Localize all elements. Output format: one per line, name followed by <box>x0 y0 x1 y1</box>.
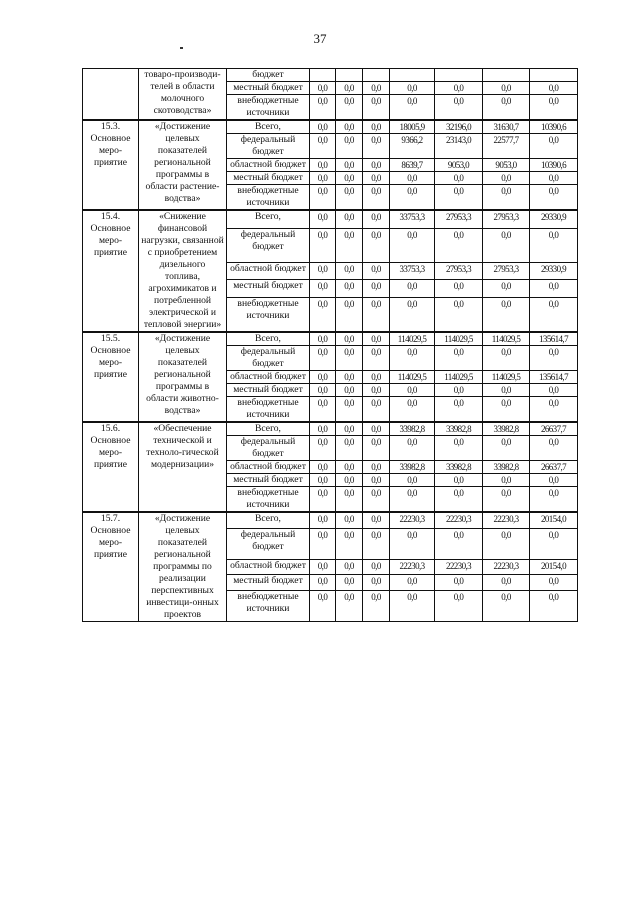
funding-source: местный бюджет <box>227 575 310 591</box>
value-cell: 0,0 <box>336 120 363 134</box>
value-cell: 27953,3 <box>435 210 483 228</box>
value-cell: 22230,3 <box>483 559 530 575</box>
value-cell: 0,0 <box>310 185 336 211</box>
funding-source: областной бюджет <box>227 371 310 384</box>
value-cell: 0,0 <box>310 172 336 185</box>
value-cell: 0,0 <box>310 262 336 280</box>
value-cell: 0,0 <box>363 397 390 423</box>
value-cell: 0,0 <box>336 185 363 211</box>
value-cell: 0,0 <box>530 436 578 461</box>
value-cell: 0,0 <box>363 82 390 95</box>
value-cell: 0,0 <box>483 575 530 591</box>
value-cell: 0,0 <box>530 346 578 371</box>
funding-source: областной бюджет <box>227 559 310 575</box>
value-cell: 0,0 <box>390 397 435 423</box>
value-cell: 0,0 <box>435 228 483 262</box>
value-cell: 0,0 <box>363 280 390 298</box>
value-cell: 0,0 <box>363 559 390 575</box>
value-cell: 0,0 <box>530 95 578 121</box>
value-cell: 29330,9 <box>530 262 578 280</box>
value-cell: 0,0 <box>530 397 578 423</box>
value-cell: 0,0 <box>435 172 483 185</box>
value-cell: 0,0 <box>435 384 483 397</box>
value-cell: 114029,5 <box>435 371 483 384</box>
value-cell: 0,0 <box>483 397 530 423</box>
value-cell: 9053,0 <box>435 159 483 172</box>
value-cell: 0,0 <box>530 529 578 560</box>
value-cell: 0,0 <box>390 384 435 397</box>
value-cell: 0,0 <box>336 461 363 474</box>
value-cell: 0,0 <box>310 397 336 423</box>
value-cell: 0,0 <box>390 436 435 461</box>
value-cell <box>483 69 530 82</box>
value-cell: 135614,7 <box>530 371 578 384</box>
value-cell: 32196,0 <box>435 120 483 134</box>
value-cell: 0,0 <box>530 575 578 591</box>
value-cell: 0,0 <box>310 228 336 262</box>
value-cell: 18005,9 <box>390 120 435 134</box>
funding-source: областной бюджет <box>227 159 310 172</box>
value-cell: 27953,3 <box>435 262 483 280</box>
value-cell: 0,0 <box>310 529 336 560</box>
value-cell: 0,0 <box>483 297 530 332</box>
value-cell: 0,0 <box>363 461 390 474</box>
value-cell: 0,0 <box>310 559 336 575</box>
table-row <box>83 210 578 228</box>
value-cell: 114029,5 <box>390 332 435 346</box>
value-cell: 0,0 <box>310 134 336 159</box>
value-cell: 0,0 <box>336 512 363 529</box>
value-cell <box>336 69 363 82</box>
measure-number: 15.5. Основное меро-приятие <box>83 332 139 422</box>
value-cell: 0,0 <box>530 591 578 622</box>
value-cell: 0,0 <box>363 512 390 529</box>
funding-source: внебюджетные источники <box>227 397 310 423</box>
value-cell: 0,0 <box>336 384 363 397</box>
value-cell: 0,0 <box>336 591 363 622</box>
value-cell: 0,0 <box>363 346 390 371</box>
value-cell <box>310 69 336 82</box>
table-row <box>83 120 578 134</box>
value-cell: 10390,6 <box>530 159 578 172</box>
value-cell: 0,0 <box>530 172 578 185</box>
value-cell: 0,0 <box>363 120 390 134</box>
value-cell: 0,0 <box>483 384 530 397</box>
value-cell: 0,0 <box>310 82 336 95</box>
value-cell: 0,0 <box>336 228 363 262</box>
measure-number: 15.6. Основное меро-приятие <box>83 422 139 512</box>
funding-source: Всего, <box>227 332 310 346</box>
value-cell: 0,0 <box>530 134 578 159</box>
value-cell: 0,0 <box>435 346 483 371</box>
value-cell: 20154,0 <box>530 512 578 529</box>
value-cell: 0,0 <box>390 297 435 332</box>
funding-source: внебюджетные источники <box>227 297 310 332</box>
value-cell: 29330,9 <box>530 210 578 228</box>
value-cell: 0,0 <box>363 575 390 591</box>
funding-source: внебюджетные источники <box>227 185 310 211</box>
value-cell: 0,0 <box>336 210 363 228</box>
value-cell: 33982,8 <box>483 422 530 436</box>
value-cell: 114029,5 <box>483 332 530 346</box>
value-cell: 20154,0 <box>530 559 578 575</box>
budget-table <box>82 68 578 622</box>
measure-name: «Обеспечение технической и техноло-гической модернизации» <box>139 422 227 512</box>
value-cell: 33982,8 <box>390 422 435 436</box>
funding-source: федеральный бюджет <box>227 134 310 159</box>
value-cell: 0,0 <box>483 82 530 95</box>
value-cell: 0,0 <box>363 134 390 159</box>
value-cell: 9366,2 <box>390 134 435 159</box>
value-cell: 0,0 <box>435 397 483 423</box>
value-cell: 0,0 <box>483 228 530 262</box>
measure-number: 15.4. Основное меро-приятие <box>83 210 139 332</box>
value-cell: 0,0 <box>483 172 530 185</box>
value-cell: 0,0 <box>336 371 363 384</box>
value-cell: 0,0 <box>390 346 435 371</box>
value-cell: 0,0 <box>435 297 483 332</box>
value-cell: 22230,3 <box>435 512 483 529</box>
value-cell: 0,0 <box>310 210 336 228</box>
value-cell: 27953,3 <box>483 210 530 228</box>
value-cell: 0,0 <box>363 422 390 436</box>
value-cell: 0,0 <box>363 185 390 211</box>
measure-name: «Достижение целевых показателей региональной программы в области растение-водства» <box>139 120 227 210</box>
funding-source: областной бюджет <box>227 461 310 474</box>
funding-source: бюджет <box>227 69 310 82</box>
value-cell: 0,0 <box>530 487 578 513</box>
funding-source: местный бюджет <box>227 82 310 95</box>
value-cell: 0,0 <box>390 228 435 262</box>
value-cell: 0,0 <box>336 397 363 423</box>
value-cell: 0,0 <box>310 159 336 172</box>
funding-source: внебюджетные источники <box>227 591 310 622</box>
value-cell: 0,0 <box>530 384 578 397</box>
value-cell: 0,0 <box>363 529 390 560</box>
value-cell: 0,0 <box>363 591 390 622</box>
value-cell: 33982,8 <box>390 461 435 474</box>
value-cell: 26637,7 <box>530 461 578 474</box>
value-cell: 0,0 <box>390 575 435 591</box>
value-cell: 0,0 <box>336 346 363 371</box>
value-cell: 0,0 <box>483 95 530 121</box>
funding-source: местный бюджет <box>227 384 310 397</box>
value-cell: 0,0 <box>390 172 435 185</box>
measure-number: 15.3. Основное меро-приятие <box>83 120 139 210</box>
value-cell: 0,0 <box>310 422 336 436</box>
value-cell: 0,0 <box>310 461 336 474</box>
value-cell: 0,0 <box>483 280 530 298</box>
value-cell: 0,0 <box>390 95 435 121</box>
value-cell: 0,0 <box>390 487 435 513</box>
value-cell: 0,0 <box>310 280 336 298</box>
value-cell: 0,0 <box>363 95 390 121</box>
value-cell: 0,0 <box>390 529 435 560</box>
value-cell: 33753,3 <box>390 262 435 280</box>
value-cell: 0,0 <box>483 487 530 513</box>
value-cell: 0,0 <box>363 332 390 346</box>
value-cell: 0,0 <box>310 436 336 461</box>
value-cell: 0,0 <box>530 474 578 487</box>
value-cell: 0,0 <box>310 371 336 384</box>
value-cell: 0,0 <box>363 474 390 487</box>
measure-name: товаро-производи-телей в области молочного скотоводства» <box>139 69 227 121</box>
value-cell: 0,0 <box>390 474 435 487</box>
value-cell: 0,0 <box>336 172 363 185</box>
value-cell: 0,0 <box>483 474 530 487</box>
value-cell: 31630,7 <box>483 120 530 134</box>
funding-source: Всего, <box>227 210 310 228</box>
value-cell: 33982,8 <box>483 461 530 474</box>
value-cell: 0,0 <box>530 280 578 298</box>
value-cell: 0,0 <box>530 82 578 95</box>
value-cell: 0,0 <box>435 280 483 298</box>
value-cell: 0,0 <box>336 487 363 513</box>
value-cell: 33753,3 <box>390 210 435 228</box>
value-cell: 10390,6 <box>530 120 578 134</box>
value-cell: 0,0 <box>310 591 336 622</box>
value-cell <box>390 69 435 82</box>
value-cell: 0,0 <box>483 436 530 461</box>
value-cell: 0,0 <box>363 487 390 513</box>
value-cell: 0,0 <box>336 422 363 436</box>
value-cell: 0,0 <box>483 591 530 622</box>
value-cell: 0,0 <box>435 436 483 461</box>
value-cell: 0,0 <box>310 474 336 487</box>
value-cell: 0,0 <box>336 332 363 346</box>
measure-name: «Снижение финансовой нагрузки, связанной с приобретением дизельного топлива, агрохимикатов и потребленной электрической и тепловой энергии» <box>139 210 227 332</box>
value-cell: 0,0 <box>336 95 363 121</box>
funding-source: местный бюджет <box>227 172 310 185</box>
value-cell: 0,0 <box>310 575 336 591</box>
table-row <box>83 512 578 529</box>
value-cell: 0,0 <box>310 346 336 371</box>
funding-source: внебюджетные источники <box>227 95 310 121</box>
funding-source: федеральный бюджет <box>227 436 310 461</box>
value-cell: 0,0 <box>363 297 390 332</box>
table-row <box>83 332 578 346</box>
value-cell: 0,0 <box>435 82 483 95</box>
funding-source: федеральный бюджет <box>227 228 310 262</box>
funding-source: Всего, <box>227 512 310 529</box>
value-cell: 23143,0 <box>435 134 483 159</box>
value-cell: 33982,8 <box>435 422 483 436</box>
value-cell: 0,0 <box>435 591 483 622</box>
funding-source: внебюджетные источники <box>227 487 310 513</box>
value-cell: 0,0 <box>336 82 363 95</box>
value-cell: 9053,0 <box>483 159 530 172</box>
value-cell: 0,0 <box>435 487 483 513</box>
measure-name: «Достижение целевых показателей региональной программы в области животно-водства» <box>139 332 227 422</box>
funding-source: федеральный бюджет <box>227 346 310 371</box>
value-cell: 0,0 <box>435 474 483 487</box>
value-cell: 33982,8 <box>435 461 483 474</box>
value-cell <box>435 69 483 82</box>
value-cell <box>363 69 390 82</box>
value-cell: 0,0 <box>390 280 435 298</box>
value-cell: 0,0 <box>390 591 435 622</box>
value-cell: 0,0 <box>336 575 363 591</box>
value-cell: 0,0 <box>363 172 390 185</box>
funding-source: областной бюджет <box>227 262 310 280</box>
value-cell: 0,0 <box>310 487 336 513</box>
value-cell: 0,0 <box>435 529 483 560</box>
value-cell: 0,0 <box>310 95 336 121</box>
value-cell: 0,0 <box>483 346 530 371</box>
value-cell: 0,0 <box>530 185 578 211</box>
value-cell: 22230,3 <box>390 559 435 575</box>
funding-source: Всего, <box>227 422 310 436</box>
value-cell: 0,0 <box>435 95 483 121</box>
value-cell: 0,0 <box>483 529 530 560</box>
value-cell: 0,0 <box>363 262 390 280</box>
value-cell: 0,0 <box>336 529 363 560</box>
value-cell: 0,0 <box>336 436 363 461</box>
table-row <box>83 422 578 436</box>
measure-number <box>83 69 139 121</box>
value-cell: 0,0 <box>336 159 363 172</box>
value-cell: 0,0 <box>336 262 363 280</box>
value-cell: 22230,3 <box>435 559 483 575</box>
scan-speck <box>180 47 183 49</box>
value-cell: 0,0 <box>363 371 390 384</box>
value-cell: 0,0 <box>435 185 483 211</box>
page-number: 37 <box>313 31 327 46</box>
value-cell: 135614,7 <box>530 332 578 346</box>
value-cell <box>530 69 578 82</box>
table-body <box>83 69 578 622</box>
measure-number: 15.7. Основное меро-приятие <box>83 512 139 622</box>
value-cell: 0,0 <box>336 297 363 332</box>
value-cell: 8639,7 <box>390 159 435 172</box>
value-cell: 0,0 <box>530 228 578 262</box>
value-cell: 0,0 <box>363 210 390 228</box>
value-cell: 0,0 <box>310 512 336 529</box>
value-cell: 0,0 <box>483 185 530 211</box>
value-cell: 0,0 <box>530 297 578 332</box>
value-cell: 0,0 <box>310 384 336 397</box>
value-cell: 0,0 <box>363 228 390 262</box>
value-cell: 0,0 <box>363 159 390 172</box>
value-cell: 0,0 <box>310 297 336 332</box>
value-cell: 114029,5 <box>435 332 483 346</box>
funding-source: местный бюджет <box>227 280 310 298</box>
value-cell: 0,0 <box>336 134 363 159</box>
value-cell: 0,0 <box>435 575 483 591</box>
value-cell: 0,0 <box>310 332 336 346</box>
value-cell: 22230,3 <box>483 512 530 529</box>
funding-source: федеральный бюджет <box>227 529 310 560</box>
value-cell: 114029,5 <box>390 371 435 384</box>
value-cell: 0,0 <box>336 280 363 298</box>
funding-source: местный бюджет <box>227 474 310 487</box>
value-cell: 0,0 <box>390 82 435 95</box>
value-cell: 0,0 <box>390 185 435 211</box>
value-cell: 0,0 <box>336 559 363 575</box>
table-row <box>83 69 578 82</box>
value-cell: 0,0 <box>363 436 390 461</box>
value-cell: 114029,5 <box>483 371 530 384</box>
value-cell: 26637,7 <box>530 422 578 436</box>
value-cell: 0,0 <box>363 384 390 397</box>
value-cell: 27953,3 <box>483 262 530 280</box>
value-cell: 0,0 <box>336 474 363 487</box>
funding-source: Всего, <box>227 120 310 134</box>
measure-name: «Достижение целевых показателей региональной программы по реализации перспективных инвестици-онных проектов <box>139 512 227 622</box>
value-cell: 22577,7 <box>483 134 530 159</box>
value-cell: 22230,3 <box>390 512 435 529</box>
value-cell: 0,0 <box>310 120 336 134</box>
